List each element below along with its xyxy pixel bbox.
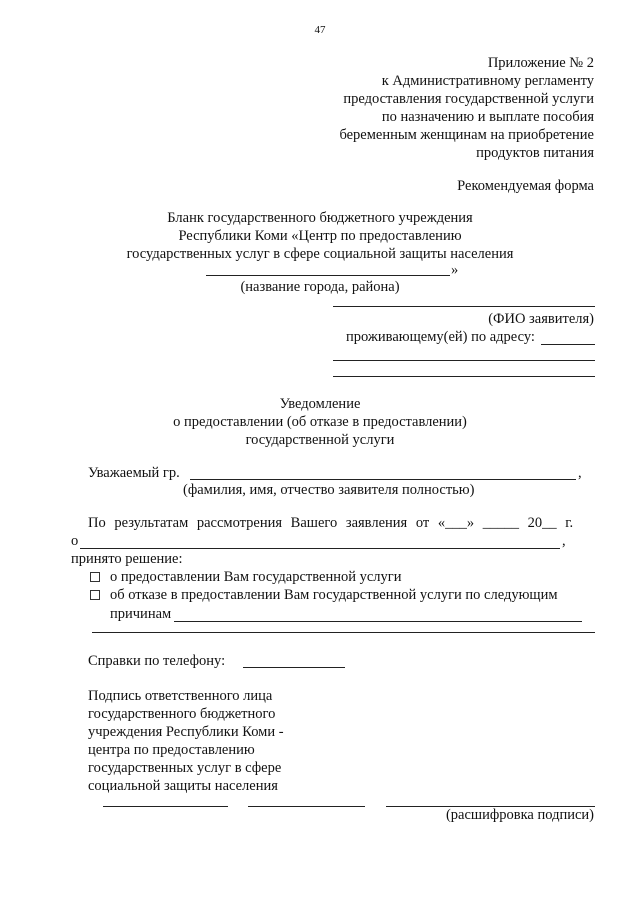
option-refuse-label: об отказе в предоставлении Вам государственной услуги по следующим [110,587,558,603]
reasons-label: причинам [110,606,172,622]
grant-checkbox[interactable] [90,572,100,582]
page-number: 47 [314,24,326,36]
subject-field[interactable] [80,548,560,549]
appendix-line: беременным женщинам на приобретение [339,127,594,143]
closing-quote: » [451,262,459,278]
option-grant-label: о предоставлении Вам государственной услуги [110,569,402,585]
address-label: проживающему(ей) по адресу: [346,329,535,345]
greeting-name-field[interactable] [190,479,576,480]
notice-title: Уведомление [279,396,361,412]
signature-line: центра по предоставлению [88,742,255,758]
refuse-checkbox[interactable] [90,590,100,600]
fio-caption: (ФИО заявителя) [488,311,594,327]
signature-line: социальной защиты населения [88,778,278,794]
address-field[interactable] [541,344,595,345]
appendix-line: по назначению и выплате пособия [381,109,594,125]
review-text: По результатам рассмотрения Вашего заявления от «___» _____ 20__ г. [88,515,574,531]
greeting-caption: (фамилия, имя, отчество заявителя полностью) [183,482,475,498]
o-prefix: о [71,533,79,549]
signature-line: учреждения Республики Коми - [88,724,284,740]
letterhead-line: государственных услуг в сфере социальной защиты населения [126,246,514,262]
address-field[interactable] [333,360,595,361]
position-field[interactable] [103,806,228,807]
reasons-field[interactable] [92,632,595,633]
appendix-line: продуктов питания [476,145,594,161]
decoding-caption: (расшифровка подписи) [445,807,594,823]
signature-line: государственного бюджетного [88,706,276,722]
address-field[interactable] [333,376,595,377]
city-caption: (название города, района) [240,279,400,295]
applicant-name-field[interactable] [333,306,595,307]
notice-subtitle: государственной услуги [245,432,395,448]
greeting-label: Уважаемый гр. [88,465,180,481]
appendix-line: к Административному регламенту [381,73,594,89]
option-refuse [90,587,558,604]
signature-field[interactable] [248,806,365,807]
decision-label: принято решение: [71,551,183,567]
comma: , [578,465,582,481]
letterhead-line: Республики Коми «Центр по предоставлению [178,228,462,244]
recommended-form-label: Рекомендуемая форма [457,178,594,194]
notice-subtitle: о предоставлении (об отказе в предоставлении) [173,414,467,430]
appendix-title: Приложение № 2 [487,55,594,71]
appendix-line: предоставления государственной услуги [343,91,594,107]
phone-label: Справки по телефону: [88,653,226,669]
city-name-field[interactable] [206,275,450,276]
comma: , [562,533,566,549]
signature-line: Подпись ответственного лица [88,688,273,704]
option-grant [90,569,402,586]
reasons-field[interactable] [174,621,582,622]
signature-line: государственных услуг в сфере [88,760,282,776]
letterhead-line: Бланк государственного бюджетного учреждения [167,210,473,226]
phone-field[interactable] [243,667,345,668]
